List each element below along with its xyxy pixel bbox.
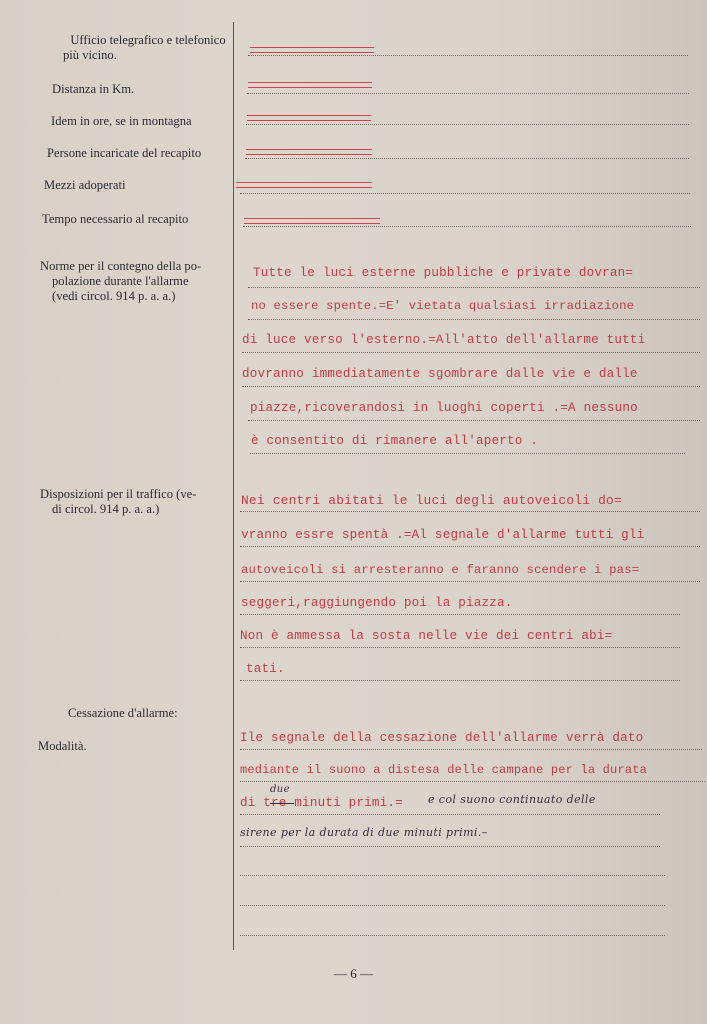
label-modalita: Modalità. — [38, 739, 87, 753]
modalita-line: mediante il suono a distesa delle campane per la durata — [240, 763, 648, 777]
strike-mark-idem — [247, 115, 371, 121]
label-mezzi: Mezzi adoperati — [44, 178, 126, 192]
field-line-tempo — [243, 226, 691, 227]
traffico-line: Non è ammessa la sosta nelle vie dei centri abi= — [240, 629, 613, 643]
label-norme-line2: polazione durante l'allarme — [52, 274, 189, 288]
norme-line: di luce verso l'esterno.=All'atto dell'allarme tutti — [242, 333, 646, 347]
label-ufficio-line1: Ufficio telegrafico e telefonico — [70, 33, 226, 47]
field-line-idem — [246, 124, 689, 125]
handwritten-correction: due — [270, 784, 290, 795]
modalita-rule — [240, 846, 660, 847]
traffico-rule — [240, 614, 680, 615]
norme-rule — [242, 386, 700, 387]
norme-line: è consentito di rimanere all'aperto . — [251, 434, 539, 448]
field-line-mezzi — [240, 193, 690, 194]
norme-rule — [248, 319, 700, 320]
traffico-line: autoveicoli si arresteranno e faranno scendere i pas= — [241, 563, 640, 577]
label-disposizioni-line2: di circol. 914 p. a. a.) — [52, 502, 160, 516]
modalita-rule — [240, 875, 665, 876]
modalita-rule — [240, 781, 705, 782]
field-line-distanza — [247, 93, 689, 94]
label-disposizioni-line1: Disposizioni per il traffico (ve- — [40, 487, 197, 501]
strike-mark-mezzi — [236, 182, 372, 188]
label-norme-line1: Norme per il contegno della po- — [40, 259, 202, 273]
traffico-rule — [240, 511, 700, 512]
traffico-line: Nei centri abitati le luci degli autoveicoli do= — [241, 493, 622, 508]
modalita-rule — [240, 935, 665, 936]
strike-mark-tempo — [244, 218, 380, 224]
traffico-rule — [240, 581, 700, 582]
column-divider — [233, 22, 234, 950]
traffico-rule — [240, 647, 680, 648]
label-persone: Persone incaricate del recapito — [47, 146, 202, 160]
modalita-line: di tre minuti primi.= — [240, 796, 403, 810]
norme-line: no essere spente.=E' vietata qualsiasi irradiazione — [251, 299, 635, 313]
traffico-line: vranno essre spentà .=Al segnale d'allarme tutti gli — [241, 528, 645, 542]
strike-tre — [270, 803, 294, 804]
norme-line: Tutte le luci esterne pubbliche e private dovran= — [253, 266, 634, 280]
norme-rule — [250, 453, 685, 454]
label-norme-line3: (vedi circol. 914 p. a. a.) — [52, 289, 176, 303]
label-tempo: Tempo necessario al recapito — [42, 212, 189, 226]
page-number: — 6 — — [334, 966, 373, 981]
modalita-rule — [240, 749, 702, 750]
norme-line: dovranno immediatamente sgombrare dalle vie e dalle — [242, 367, 638, 381]
modalita-line: Ile segnale della cessazione dell'allarme verrà dato — [240, 731, 644, 745]
label-ufficio-line2: più vicino. — [63, 48, 117, 62]
traffico-rule — [240, 680, 680, 681]
norme-rule — [242, 352, 700, 353]
label-disposizioni — [40, 487, 196, 517]
modalita-rule — [240, 814, 660, 815]
label-cessazione: Cessazione d'allarme: — [68, 706, 178, 720]
strike-mark-persone — [246, 149, 372, 155]
strike-mark-distanza — [248, 82, 372, 88]
norme-rule — [248, 420, 700, 421]
handwritten-line1: e col suono continuato delle — [428, 793, 596, 806]
field-line-ufficio — [248, 55, 688, 56]
label-distanza: Distanza in Km. — [52, 82, 135, 96]
traffico-rule — [240, 546, 700, 547]
label-ufficio — [48, 33, 248, 63]
norme-rule — [248, 287, 700, 288]
label-norme — [40, 259, 201, 304]
strike-mark-ufficio — [250, 47, 374, 53]
traffico-line: tati. — [246, 662, 285, 676]
norme-line: piazze,ricoverandosi in luoghi coperti .=A nessuno — [250, 401, 638, 415]
field-line-persone — [245, 158, 689, 159]
traffico-line: seggeri,raggiungendo poi la piazza. — [241, 596, 513, 610]
handwritten-line2: sirene per la durata di due minuti primi.– — [240, 826, 488, 839]
label-idem-ore: Idem in ore, se in montagna — [51, 114, 192, 128]
modalita-rule — [240, 905, 665, 906]
